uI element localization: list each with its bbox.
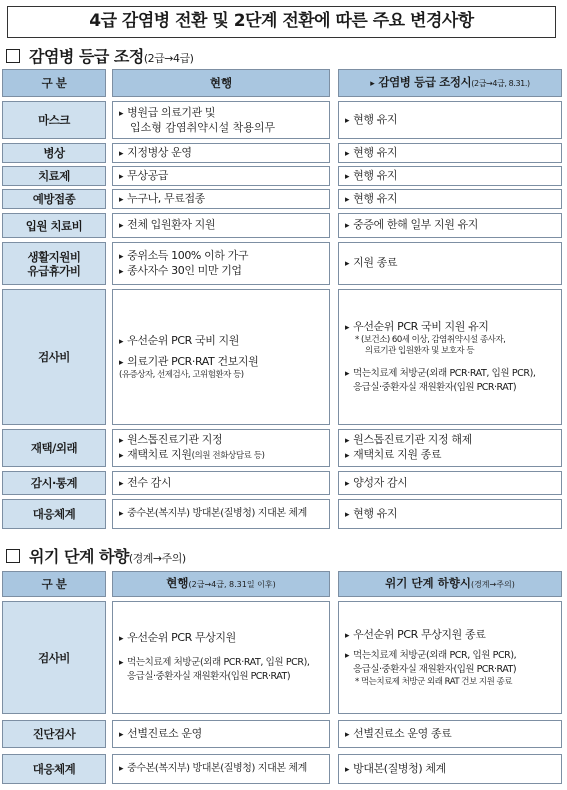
table-row bbox=[2, 429, 562, 467]
header-current: 현행 bbox=[112, 69, 330, 97]
after-cell: ▸ 우선순위 PCR 무상지원 종료 ▸ 먹는치료제 처방군(외래 PCR, 입원 PCR), 응급실·중환자실 재원환자(입원 PCR·RAT) * 먹는치료제 처방군 외래 RAT 건보 지원 종료 bbox=[338, 601, 562, 714]
table-row bbox=[2, 101, 562, 139]
current-cell: ▸ 중수본(복지부) 방대본(질병청) 지대본 체계 bbox=[112, 754, 330, 784]
after-cell: ▸ 현행 유지 bbox=[338, 499, 562, 529]
table-row bbox=[2, 166, 562, 186]
current-cell: ▸ 병원급 의료기관 및 입소형 감염취약시설 착용의무 bbox=[112, 101, 330, 139]
current-cell: ▸ 중위소득 100% 이하 가구 ▸ 종사자수 30인 미만 기업 bbox=[112, 242, 330, 285]
after-cell: ▸ 원스톱진료기관 지정 해제 ▸ 재택치료 지원 종료 bbox=[338, 429, 562, 467]
current-cell: ▸ 누구나, 무료접종 bbox=[112, 189, 330, 209]
header-current: 현행(2급→4급, 8.31일 이후) bbox=[112, 571, 330, 597]
table-row bbox=[2, 289, 562, 425]
header-category: 구 분 bbox=[2, 69, 106, 97]
header-category: 구 분 bbox=[2, 571, 106, 597]
current-cell: ▸ 우선순위 PCR 무상지원 ▸ 먹는치료제 처방군(외래 PCR·RAT, 입원 PCR), 응급실·중환자실 재원환자(입원 PCR·RAT) bbox=[112, 601, 330, 714]
row-label: 생활지원비 유급휴가비 bbox=[2, 242, 106, 285]
after-cell: ▸ 지원 종료 bbox=[338, 242, 562, 285]
row-label: 입원 치료비 bbox=[2, 213, 106, 238]
table-row bbox=[2, 754, 562, 784]
row-label: 예방접종 bbox=[2, 189, 106, 209]
table-row bbox=[2, 213, 562, 238]
table-row bbox=[2, 499, 562, 529]
square-bullet-icon bbox=[6, 49, 20, 63]
after-cell: ▸ 현행 유지 bbox=[338, 101, 562, 139]
current-cell: ▸ 무상공급 bbox=[112, 166, 330, 186]
row-label: 치료제 bbox=[2, 166, 106, 186]
table-row bbox=[2, 471, 562, 495]
row-label: 감시·통계 bbox=[2, 471, 106, 495]
document-title: 4급 감염병 전환 및 2단계 전환에 따른 주요 변경사항 bbox=[7, 6, 556, 38]
row-label: 대응체계 bbox=[2, 754, 106, 784]
header-after: ▸ 감염병 등급 조정시(2급→4급, 8.31.) bbox=[338, 69, 562, 97]
table-row bbox=[2, 143, 562, 163]
table-row bbox=[2, 720, 562, 748]
row-label: 마스크 bbox=[2, 101, 106, 139]
section-heading-grade: 감염병 등급 조정(2급→4급) bbox=[6, 44, 193, 67]
table-row bbox=[2, 601, 562, 714]
current-cell: ▸ 지정병상 운영 bbox=[112, 143, 330, 163]
table-row bbox=[2, 242, 562, 285]
after-cell: ▸ 중증에 한해 일부 지원 유지 bbox=[338, 213, 562, 238]
row-label: 병상 bbox=[2, 143, 106, 163]
table-row bbox=[2, 189, 562, 209]
current-cell: ▸ 중수본(복지부) 방대본(질병청) 지대본 체계 bbox=[112, 499, 330, 529]
after-cell: ▸ 선별진료소 운영 종료 bbox=[338, 720, 562, 748]
table1-header-row bbox=[2, 69, 562, 97]
after-cell: ▸ 현행 유지 bbox=[338, 166, 562, 186]
current-cell: ▸ 원스톱진료기관 지정 ▸ 재택치료 지원(의원 전화상담료 등) bbox=[112, 429, 330, 467]
header-after: 위기 단계 하향시(경계→주의) bbox=[338, 571, 562, 597]
after-cell: ▸ 우선순위 PCR 국비 지원 유지 * (보건소) 60세 이상, 감염취약시설 종사자, 의료기관 입원환자 및 보호자 등 ▸ 먹는치료제 처방군(외래 PCR·RAT, 입원 PCR), 응급실·중환자실 재원환자(입원 PCR·RAT) bbox=[338, 289, 562, 425]
after-cell: ▸ 현행 유지 bbox=[338, 189, 562, 209]
after-cell: ▸ 양성자 감시 bbox=[338, 471, 562, 495]
row-label: 검사비 bbox=[2, 601, 106, 714]
table2-header-row bbox=[2, 571, 562, 597]
after-cell: ▸ 현행 유지 bbox=[338, 143, 562, 163]
row-label: 재택/외래 bbox=[2, 429, 106, 467]
row-label: 진단검사 bbox=[2, 720, 106, 748]
current-cell: ▸ 전수 감시 bbox=[112, 471, 330, 495]
square-bullet-icon bbox=[6, 549, 20, 563]
section-heading-crisis: 위기 단계 하향(경계→주의) bbox=[6, 544, 186, 567]
after-cell: ▸ 방대본(질병청) 체계 bbox=[338, 754, 562, 784]
current-cell: ▸ 우선순위 PCR 국비 지원 ▸ 의료기관 PCR·RAT 건보지원 (유증상자, 선제검사, 고위험환자 등) bbox=[112, 289, 330, 425]
row-label: 검사비 bbox=[2, 289, 106, 425]
row-label: 대응체계 bbox=[2, 499, 106, 529]
current-cell: ▸ 전체 입원환자 지원 bbox=[112, 213, 330, 238]
current-cell: ▸ 선별진료소 운영 bbox=[112, 720, 330, 748]
